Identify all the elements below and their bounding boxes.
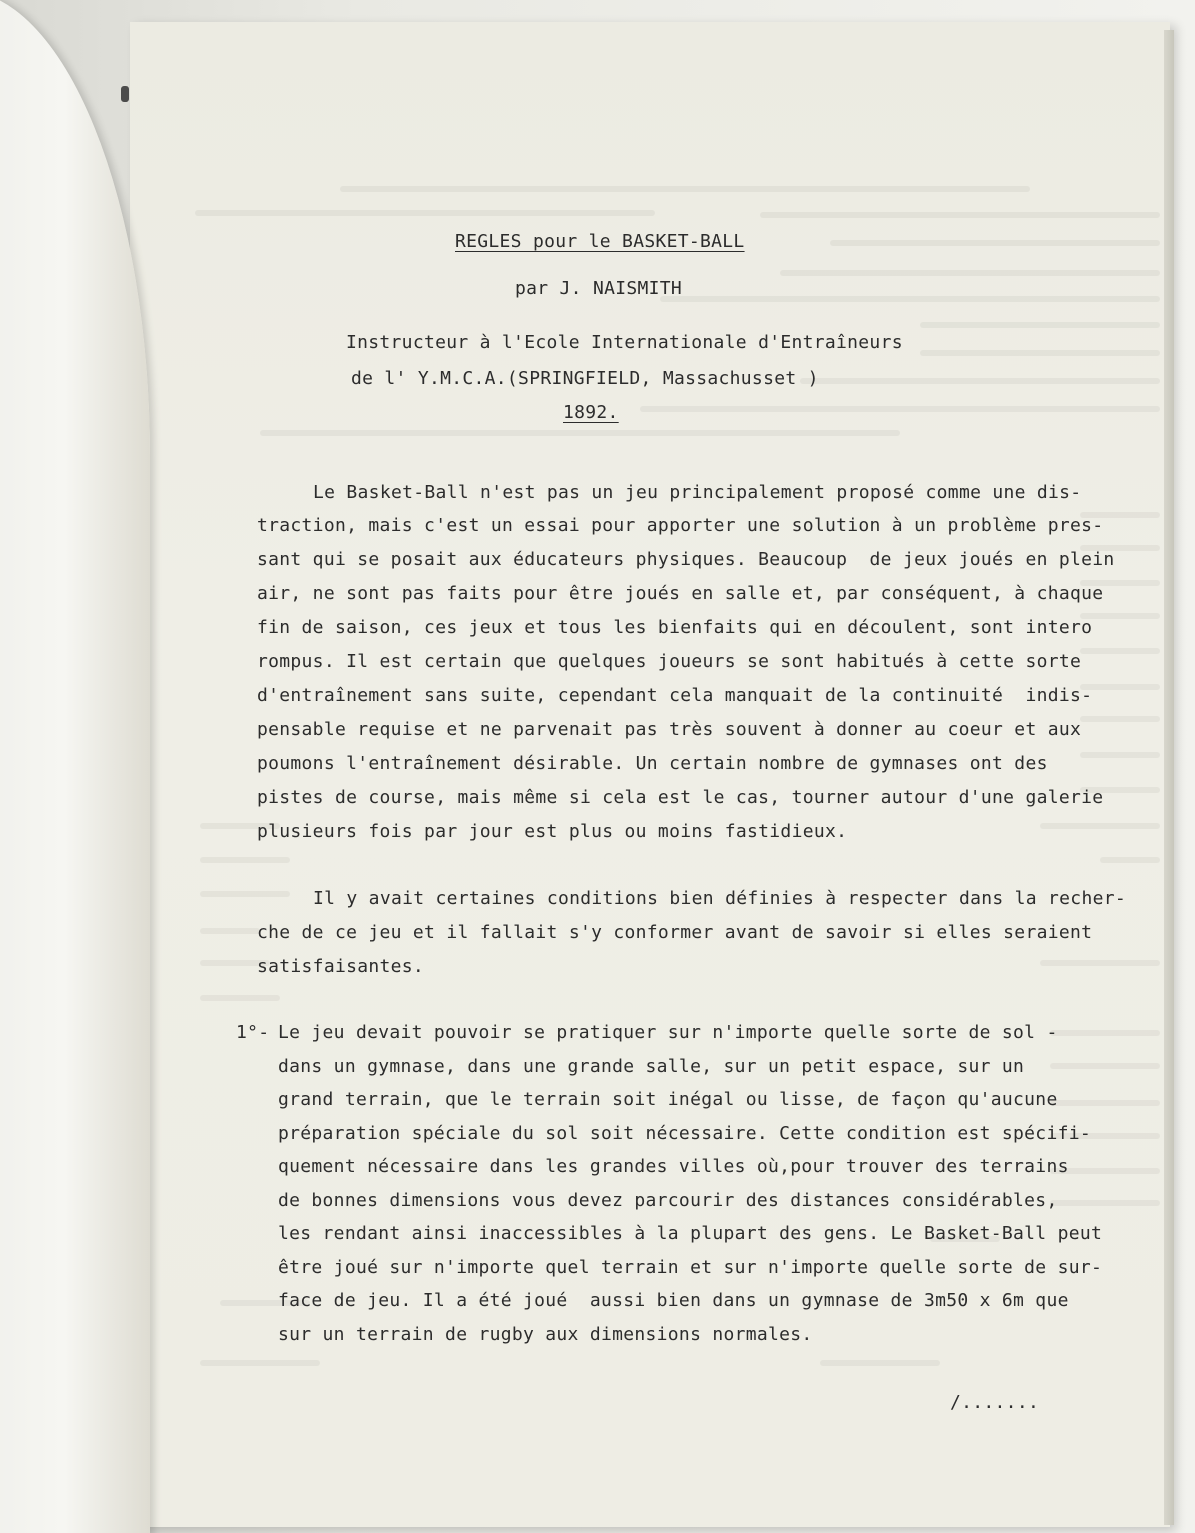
paragraph-line: che de ce jeu et il fallait s'y conformer avant de savoir si elles seraient: [257, 922, 1093, 943]
paragraph-line: air, ne sont pas faits pour être joués en salle et, par conséquent, à chaque: [257, 583, 1104, 604]
paragraph-line: pensable requise et ne parvenait pas très souvent à donner au coeur et aux: [257, 719, 1082, 740]
author-line: par J. NAISMITH: [515, 278, 683, 299]
paragraph-line: satisfaisantes.: [257, 956, 425, 977]
item-line: sur un terrain de rugby aux dimensions normales.: [278, 1324, 813, 1345]
paragraph-line: sant qui se posait aux éducateurs physiques. Beaucoup de jeux joués en plein: [257, 549, 1115, 570]
document-year: 1892.: [563, 402, 619, 423]
paragraph-line: poumons l'entraînement désirable. Un certain nombre de gymnases ont des: [257, 753, 1048, 774]
paragraph-line: Le Basket-Ball n'est pas un jeu principalement proposé comme une dis-: [313, 482, 1082, 503]
paragraph-line: fin de saison, ces jeux et tous les bienfaits qui en découlent, sont intero: [257, 617, 1093, 638]
item-line: Le jeu devait pouvoir se pratiquer sur n'importe quelle sorte de sol -: [278, 1022, 1058, 1043]
item-line: grand terrain, que le terrain soit inégal ou lisse, de façon qu'aucune: [278, 1089, 1058, 1110]
paragraph-line: d'entraînement sans suite, cependant cela manquait de la continuité indis-: [257, 685, 1093, 706]
item-line: quement nécessaire dans les grandes villes où,pour trouver des terrains: [278, 1156, 1069, 1177]
affiliation-line-1: Instructeur à l'Ecole Internationale d'Entraîneurs: [346, 332, 903, 353]
paragraph-line: rompus. Il est certain que quelques joueurs se sont habitués à cette sorte: [257, 651, 1082, 672]
document-title: REGLES pour le BASKET-BALL: [455, 231, 745, 252]
paragraph-line: Il y avait certaines conditions bien définies à respecter dans la recher-: [313, 888, 1126, 909]
item-line: les rendant ainsi inaccessibles à la plupart des gens. Le Basket-Ball peut: [278, 1223, 1103, 1244]
item-line: de bonnes dimensions vous devez parcourir des distances considérables,: [278, 1190, 1058, 1211]
item-label: 1°-: [236, 1022, 270, 1043]
page-stack-edge: [1164, 30, 1174, 1525]
affiliation-line-2: de l' Y.M.C.A.(SPRINGFIELD, Massachusset ): [351, 368, 819, 389]
item-line: dans un gymnase, dans une grande salle, sur un petit espace, sur un: [278, 1056, 1025, 1077]
paragraph-line: traction, mais c'est un essai pour apporter une solution à un problème pres-: [257, 515, 1104, 536]
continuation-mark: /.......: [950, 1392, 1040, 1413]
paragraph-line: plusieurs fois par jour est plus ou moins fastidieux.: [257, 821, 848, 842]
curled-previous-page: [0, 0, 150, 1533]
staple: [121, 86, 129, 102]
item-line: préparation spéciale du sol soit nécessaire. Cette condition est spécifi-: [278, 1123, 1091, 1144]
paragraph-line: pistes de course, mais même si cela est le cas, tourner autour d'une galerie: [257, 787, 1104, 808]
item-line: être joué sur n'importe quel terrain et sur n'importe quelle sorte de sur-: [278, 1257, 1103, 1278]
item-line: face de jeu. Il a été joué aussi bien dans un gymnase de 3m50 x 6m que: [278, 1290, 1069, 1311]
